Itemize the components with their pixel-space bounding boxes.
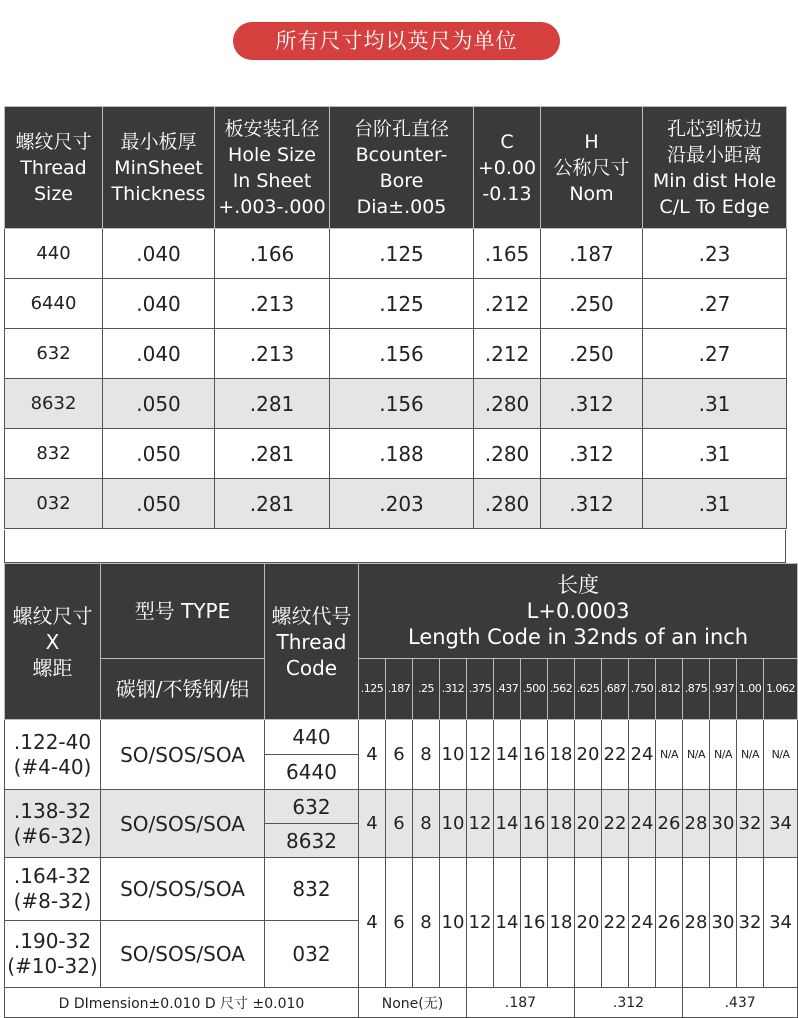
length-code-cell: 34 bbox=[764, 790, 798, 858]
length-code-cell: 32 bbox=[737, 858, 764, 988]
length-label: .25 bbox=[413, 659, 440, 720]
table-cell: 8632 bbox=[5, 379, 103, 429]
table-cell: .250 bbox=[541, 329, 643, 379]
header-line: Length Code in 32nds of an inch bbox=[408, 625, 749, 649]
length-code-cell: N/A bbox=[656, 720, 683, 790]
length-code-cell: 30 bbox=[710, 790, 737, 858]
table-cell: .250 bbox=[541, 279, 643, 329]
table-cell: .040 bbox=[103, 229, 215, 279]
table-cell: .31 bbox=[643, 479, 787, 529]
thread-code-cell: 6440 bbox=[265, 755, 359, 790]
table-cell: .050 bbox=[103, 479, 215, 529]
length-label: .437 bbox=[494, 659, 521, 720]
header-line: Bore bbox=[379, 169, 424, 192]
table-cell: 632 bbox=[5, 329, 103, 379]
table-cell: .040 bbox=[103, 329, 215, 379]
length-code-cell: N/A bbox=[683, 720, 710, 790]
length-label: 1.00 bbox=[737, 659, 764, 720]
header-hole-size bbox=[215, 107, 330, 229]
table-cell: .040 bbox=[103, 279, 215, 329]
length-label: .625 bbox=[575, 659, 602, 720]
table-row bbox=[5, 790, 798, 824]
header-line: Size bbox=[33, 182, 73, 205]
dimension-row bbox=[5, 988, 798, 1018]
table-cell: 032 bbox=[5, 479, 103, 529]
header-min-sheet-thickness bbox=[103, 107, 215, 229]
header-line: 孔芯到板边 bbox=[666, 117, 762, 140]
thread-code-cell: 440 bbox=[265, 720, 359, 755]
table-cell: .312 bbox=[541, 379, 643, 429]
length-code-cell: 14 bbox=[494, 790, 521, 858]
length-code-cell: 6 bbox=[386, 720, 413, 790]
type-cell: SO/SOS/SOA bbox=[101, 720, 265, 790]
dimension-value: .312 bbox=[575, 988, 683, 1018]
length-code-cell: 4 bbox=[359, 858, 386, 988]
length-code-cell: 8 bbox=[413, 790, 440, 858]
length-label: .875 bbox=[683, 659, 710, 720]
table-row bbox=[5, 429, 787, 479]
table-row bbox=[5, 329, 787, 379]
header-line: 长度 bbox=[557, 573, 600, 597]
table-cell: .281 bbox=[215, 429, 330, 479]
length-code-cell: 8 bbox=[413, 720, 440, 790]
cell-line: .190-32 bbox=[13, 929, 92, 953]
header-line: 台阶孔直径 bbox=[353, 117, 449, 140]
header-line: Hole Size bbox=[228, 143, 316, 166]
thread-size-cell bbox=[5, 790, 101, 858]
length-code-cell: 20 bbox=[575, 790, 602, 858]
header-material: 碳钢/不锈钢/铝 bbox=[101, 659, 265, 720]
table-cell: .280 bbox=[474, 379, 541, 429]
table-cell: .050 bbox=[103, 429, 215, 479]
length-code-cell: 12 bbox=[467, 858, 494, 988]
header-line: Thickness bbox=[111, 182, 206, 205]
length-label: .500 bbox=[521, 659, 548, 720]
length-code-cell: 8 bbox=[413, 858, 440, 988]
type-cell: SO/SOS/SOA bbox=[101, 921, 265, 988]
header-line: +0.00 bbox=[477, 156, 537, 179]
thread-size-cell bbox=[5, 858, 101, 921]
thread-size-cell bbox=[5, 921, 101, 988]
table-cell: .27 bbox=[643, 329, 787, 379]
table-row bbox=[5, 720, 798, 755]
header-line: 沿最小距离 bbox=[666, 143, 762, 166]
length-code-cell: 18 bbox=[548, 858, 575, 988]
header-line: -0.13 bbox=[482, 182, 532, 205]
header-min-dist-edge bbox=[643, 107, 787, 229]
header-line: 最小板厚 bbox=[120, 130, 197, 153]
length-code-cell: 34 bbox=[764, 858, 798, 988]
length-label: .812 bbox=[656, 659, 683, 720]
length-code-cell: 12 bbox=[467, 720, 494, 790]
header-type: 型号 TYPE bbox=[101, 564, 265, 659]
dimension-label: D DImension±0.010 D 尺寸 ±0.010 bbox=[5, 988, 359, 1018]
length-code-cell: 10 bbox=[440, 858, 467, 988]
length-code-cell: 4 bbox=[359, 720, 386, 790]
length-code-cell: 22 bbox=[602, 790, 629, 858]
header-line: L+0.0003 bbox=[526, 599, 630, 623]
length-code-cell: 24 bbox=[629, 858, 656, 988]
header-line: H bbox=[584, 130, 599, 153]
table-cell: .187 bbox=[541, 229, 643, 279]
table-cell: .280 bbox=[474, 429, 541, 479]
length-label: .937 bbox=[710, 659, 737, 720]
cell-line: (#6-32) bbox=[13, 823, 92, 848]
table-row bbox=[5, 229, 787, 279]
header-line: Nom bbox=[569, 182, 614, 205]
length-code-cell: 18 bbox=[548, 790, 575, 858]
header-line: Thread bbox=[20, 156, 87, 179]
header-thread-code bbox=[265, 564, 359, 720]
table-cell: .27 bbox=[643, 279, 787, 329]
length-label: .187 bbox=[386, 659, 413, 720]
header-line: 公称尺寸 bbox=[553, 156, 630, 179]
table-row bbox=[5, 858, 798, 921]
table-cell: .156 bbox=[330, 329, 474, 379]
cell-line: (#10-32) bbox=[7, 954, 98, 978]
table-cell: .188 bbox=[330, 429, 474, 479]
table-cell: .125 bbox=[330, 229, 474, 279]
header-line: Thread bbox=[276, 629, 347, 654]
length-code-cell: 6 bbox=[386, 858, 413, 988]
length-code-cell: 26 bbox=[656, 790, 683, 858]
length-header-row bbox=[5, 564, 798, 659]
table-cell: .31 bbox=[643, 379, 787, 429]
length-label: .750 bbox=[629, 659, 656, 720]
length-label: .562 bbox=[548, 659, 575, 720]
thread-size-cell bbox=[5, 720, 101, 790]
length-code-cell: 4 bbox=[359, 790, 386, 858]
length-code-cell: N/A bbox=[737, 720, 764, 790]
thread-code-cell: 032 bbox=[265, 921, 359, 988]
spec-header-row bbox=[5, 107, 787, 229]
length-code-cell: 20 bbox=[575, 720, 602, 790]
table-row bbox=[5, 279, 787, 329]
length-code-cell: 16 bbox=[521, 720, 548, 790]
header-line: X bbox=[45, 629, 60, 654]
header-line: 螺纹尺寸 bbox=[12, 603, 93, 628]
table-cell: .312 bbox=[541, 479, 643, 529]
length-code-cell: 6 bbox=[386, 790, 413, 858]
header-line: 螺纹尺寸 bbox=[15, 130, 92, 153]
header-length bbox=[359, 564, 798, 659]
length-label: .687 bbox=[602, 659, 629, 720]
length-code-cell: 10 bbox=[440, 720, 467, 790]
table-cell: .280 bbox=[474, 479, 541, 529]
header-line: +.003-.000 bbox=[218, 195, 326, 218]
length-code-cell: 26 bbox=[656, 858, 683, 988]
header-thread-pitch bbox=[5, 564, 101, 720]
table-cell: .213 bbox=[215, 329, 330, 379]
table-cell: .312 bbox=[541, 429, 643, 479]
length-code-cell: N/A bbox=[710, 720, 737, 790]
header-line: Dia±.005 bbox=[356, 195, 447, 218]
length-code-cell: 16 bbox=[521, 858, 548, 988]
header-line: MinSheet bbox=[114, 156, 203, 179]
table-cell: .23 bbox=[643, 229, 787, 279]
length-code-cell: 22 bbox=[602, 858, 629, 988]
header-thread-size bbox=[5, 107, 103, 229]
units-banner: 所有尺寸均以英尺为单位 bbox=[233, 22, 560, 60]
header-counterbore-dia bbox=[330, 107, 474, 229]
table-row bbox=[5, 379, 787, 429]
header-c bbox=[474, 107, 541, 229]
length-subheader-row bbox=[5, 659, 798, 720]
header-h bbox=[541, 107, 643, 229]
dimension-value: None(无) bbox=[359, 988, 467, 1018]
header-line: 螺距 bbox=[32, 655, 73, 680]
table-cell: .212 bbox=[474, 329, 541, 379]
specification-table bbox=[4, 106, 787, 529]
table-cell: .281 bbox=[215, 379, 330, 429]
length-code-cell: 22 bbox=[602, 720, 629, 790]
table-cell: 6440 bbox=[5, 279, 103, 329]
cell-line: (#8-32) bbox=[13, 889, 92, 913]
length-code-cell: 10 bbox=[440, 790, 467, 858]
length-code-cell: 24 bbox=[629, 720, 656, 790]
header-line: C/L To Edge bbox=[659, 195, 770, 218]
header-line: 螺纹代号 bbox=[271, 603, 352, 628]
cell-line: .164-32 bbox=[13, 864, 92, 888]
length-label: .375 bbox=[467, 659, 494, 720]
length-code-cell: 14 bbox=[494, 858, 521, 988]
length-code-cell: 14 bbox=[494, 720, 521, 790]
table-cell: .213 bbox=[215, 279, 330, 329]
length-label: .125 bbox=[359, 659, 386, 720]
length-code-cell: 28 bbox=[683, 790, 710, 858]
header-line: Min dist Hole bbox=[652, 169, 777, 192]
thread-code-cell: 8632 bbox=[265, 824, 359, 858]
length-code-table bbox=[4, 563, 798, 1018]
table-cell: .166 bbox=[215, 229, 330, 279]
table-cell: .165 bbox=[474, 229, 541, 279]
length-label: 1.062 bbox=[764, 659, 798, 720]
table-cell: 440 bbox=[5, 229, 103, 279]
table-cell: .212 bbox=[474, 279, 541, 329]
table-row bbox=[5, 479, 787, 529]
thread-code-cell: 832 bbox=[265, 858, 359, 921]
table-cell: .156 bbox=[330, 379, 474, 429]
table-cell: .281 bbox=[215, 479, 330, 529]
length-code-cell: 18 bbox=[548, 720, 575, 790]
dimension-value: .437 bbox=[683, 988, 798, 1018]
length-code-cell: 16 bbox=[521, 790, 548, 858]
table-cell: .203 bbox=[330, 479, 474, 529]
dimension-value: .187 bbox=[467, 988, 575, 1018]
cell-line: .138-32 bbox=[13, 798, 92, 823]
table-cell: .050 bbox=[103, 379, 215, 429]
header-line: 板安装孔径 bbox=[224, 117, 320, 140]
length-code-cell: 20 bbox=[575, 858, 602, 988]
header-line: Code bbox=[285, 655, 338, 680]
spacer-row bbox=[4, 530, 786, 563]
thread-code-cell: 632 bbox=[265, 790, 359, 824]
length-code-cell: 28 bbox=[683, 858, 710, 988]
cell-line: .122-40 bbox=[13, 729, 92, 754]
table-cell: .125 bbox=[330, 279, 474, 329]
length-code-cell: 12 bbox=[467, 790, 494, 858]
table-cell: .31 bbox=[643, 429, 787, 479]
cell-line: (#4-40) bbox=[13, 754, 92, 779]
header-line: In Sheet bbox=[232, 169, 312, 192]
length-code-cell: N/A bbox=[764, 720, 798, 790]
length-label: .312 bbox=[440, 659, 467, 720]
header-line: Bcounter- bbox=[355, 143, 448, 166]
length-code-cell: 30 bbox=[710, 858, 737, 988]
header-line: C bbox=[500, 130, 514, 153]
length-code-cell: 24 bbox=[629, 790, 656, 858]
length-code-cell: 32 bbox=[737, 790, 764, 858]
type-cell: SO/SOS/SOA bbox=[101, 790, 265, 858]
table-cell: 832 bbox=[5, 429, 103, 479]
type-cell: SO/SOS/SOA bbox=[101, 858, 265, 921]
